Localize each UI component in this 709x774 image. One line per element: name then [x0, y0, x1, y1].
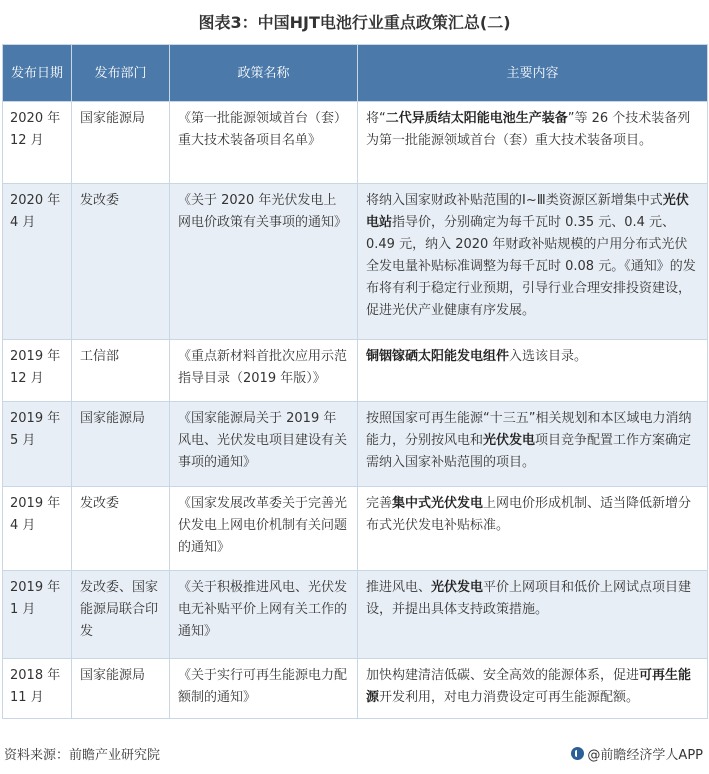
content-text: 平价上网项目和低价上网试点项目建设，并提出具体支持政策措施。 — [366, 580, 692, 617]
content-text: 加快构建清洁低碳、安全高效的能源体系，促进 — [366, 668, 640, 683]
content-text: 指导价，分别确定为每千瓦时 0.35 元、0.4 元、0.49 元，纳入 2020 年财政补贴规模的户用分布式光伏全发电量补贴标准调整为每千瓦时 0.08 元。《通知》的发布将有利于稳定行业预期，引导行业合理安排投资建设，促进光伏产业健康有序发展。 — [366, 215, 696, 318]
cell-content — [358, 340, 708, 402]
cell-dept: 发改委 — [72, 184, 170, 340]
table-row — [3, 659, 708, 719]
content-text: 将纳入国家财政补贴范围的Ⅰ~Ⅲ类资源区新增集中式 — [366, 193, 663, 208]
content-text: 完善 — [366, 496, 393, 511]
cell-policy: 《国家发展改革委关于完善光伏发电上网电价机制有关问题的通知》 — [170, 487, 358, 571]
policy-table — [2, 44, 708, 719]
content-highlight: 可再生能源 — [366, 668, 692, 705]
source-note: 资料来源：前瞻产业研究院 — [4, 748, 161, 763]
content-highlight: 光伏发电 — [483, 433, 536, 448]
cell-date: 2019 年 12 月 — [3, 340, 72, 402]
cell-dept: 发改委、国家能源局联合印发 — [72, 571, 170, 659]
content-text: ”等 26 个技术装备列为第一批能源领域首台（套）重大技术装备项目。 — [366, 111, 691, 148]
content-text: 推进风电、 — [366, 580, 432, 595]
cell-dept: 国家能源局 — [72, 659, 170, 719]
cell-dept: 国家能源局 — [72, 102, 170, 184]
table-row — [3, 402, 708, 487]
header-date: 发布日期 — [3, 45, 72, 102]
cell-policy: 《重点新材料首批次应用示范指导目录（2019 年版）》 — [170, 340, 358, 402]
content-text: 按照国家可再生能源“十三五”相关规划和本区域电力消纳能力，分别按风电和 — [366, 411, 692, 448]
cell-content — [358, 102, 708, 184]
content-highlight: 光伏发电 — [431, 580, 484, 595]
cell-dept: 国家能源局 — [72, 402, 170, 487]
cell-policy: 《第一批能源领域首台（套）重大技术装备项目名单》 — [170, 102, 358, 184]
qianzhan-logo-icon — [571, 747, 584, 760]
table-row — [3, 571, 708, 659]
table-header-row — [3, 45, 708, 102]
content-highlight: 铜铟镓硒太阳能发电组件 — [366, 349, 510, 364]
content-highlight: 集中式光伏发电 — [392, 496, 484, 511]
header-dept: 发布部门 — [72, 45, 170, 102]
cell-policy: 《关于实行可再生能源电力配额制的通知》 — [170, 659, 358, 719]
chart-title: 图表3：中国HJT电池行业重点政策汇总(二) — [198, 13, 511, 32]
content-text: 入选该目录。 — [509, 349, 588, 364]
cell-policy: 《国家能源局关于 2019 年风电、光伏发电项目建设有关事项的通知》 — [170, 402, 358, 487]
cell-dept: 发改委 — [72, 487, 170, 571]
content-text: 项目竞争配置工作方案确定需纳入国家补贴范围的项目。 — [366, 433, 692, 470]
table-row — [3, 487, 708, 571]
content-text: 上网电价形成机制、适当降低新增分布式光伏发电补贴标准。 — [366, 496, 692, 533]
content-text: 开发利用，对电力消费设定可再生能源配额。 — [379, 690, 640, 705]
cell-content — [358, 402, 708, 487]
table-row — [3, 340, 708, 402]
cell-content — [358, 487, 708, 571]
content-highlight: 光伏电站 — [366, 193, 689, 230]
cell-content — [358, 571, 708, 659]
cell-date: 2018 年 11 月 — [3, 659, 72, 719]
content-highlight: 二代异质结太阳能电池生产装备 — [385, 111, 568, 126]
cell-content — [358, 184, 708, 340]
cell-date: 2019 年 5 月 — [3, 402, 72, 487]
app-credit-text: @前瞻经济学人APP — [587, 748, 703, 763]
table-row — [3, 184, 708, 340]
cell-date: 2020 年 4 月 — [3, 184, 72, 340]
table-row — [3, 102, 708, 184]
header-policy: 政策名称 — [170, 45, 358, 102]
cell-content — [358, 659, 708, 719]
cell-policy: 《关于积极推进风电、光伏发电无补贴平价上网有关工作的通知》 — [170, 571, 358, 659]
cell-date: 2020 年 12 月 — [3, 102, 72, 184]
cell-date: 2019 年 4 月 — [3, 487, 72, 571]
cell-date: 2019 年 1 月 — [3, 571, 72, 659]
content-text: 将“ — [366, 111, 386, 126]
cell-dept: 工信部 — [72, 340, 170, 402]
header-content: 主要内容 — [358, 45, 708, 102]
cell-policy: 《关于 2020 年光伏发电上网电价政策有关事项的通知》 — [170, 184, 358, 340]
app-credit — [571, 744, 703, 763]
